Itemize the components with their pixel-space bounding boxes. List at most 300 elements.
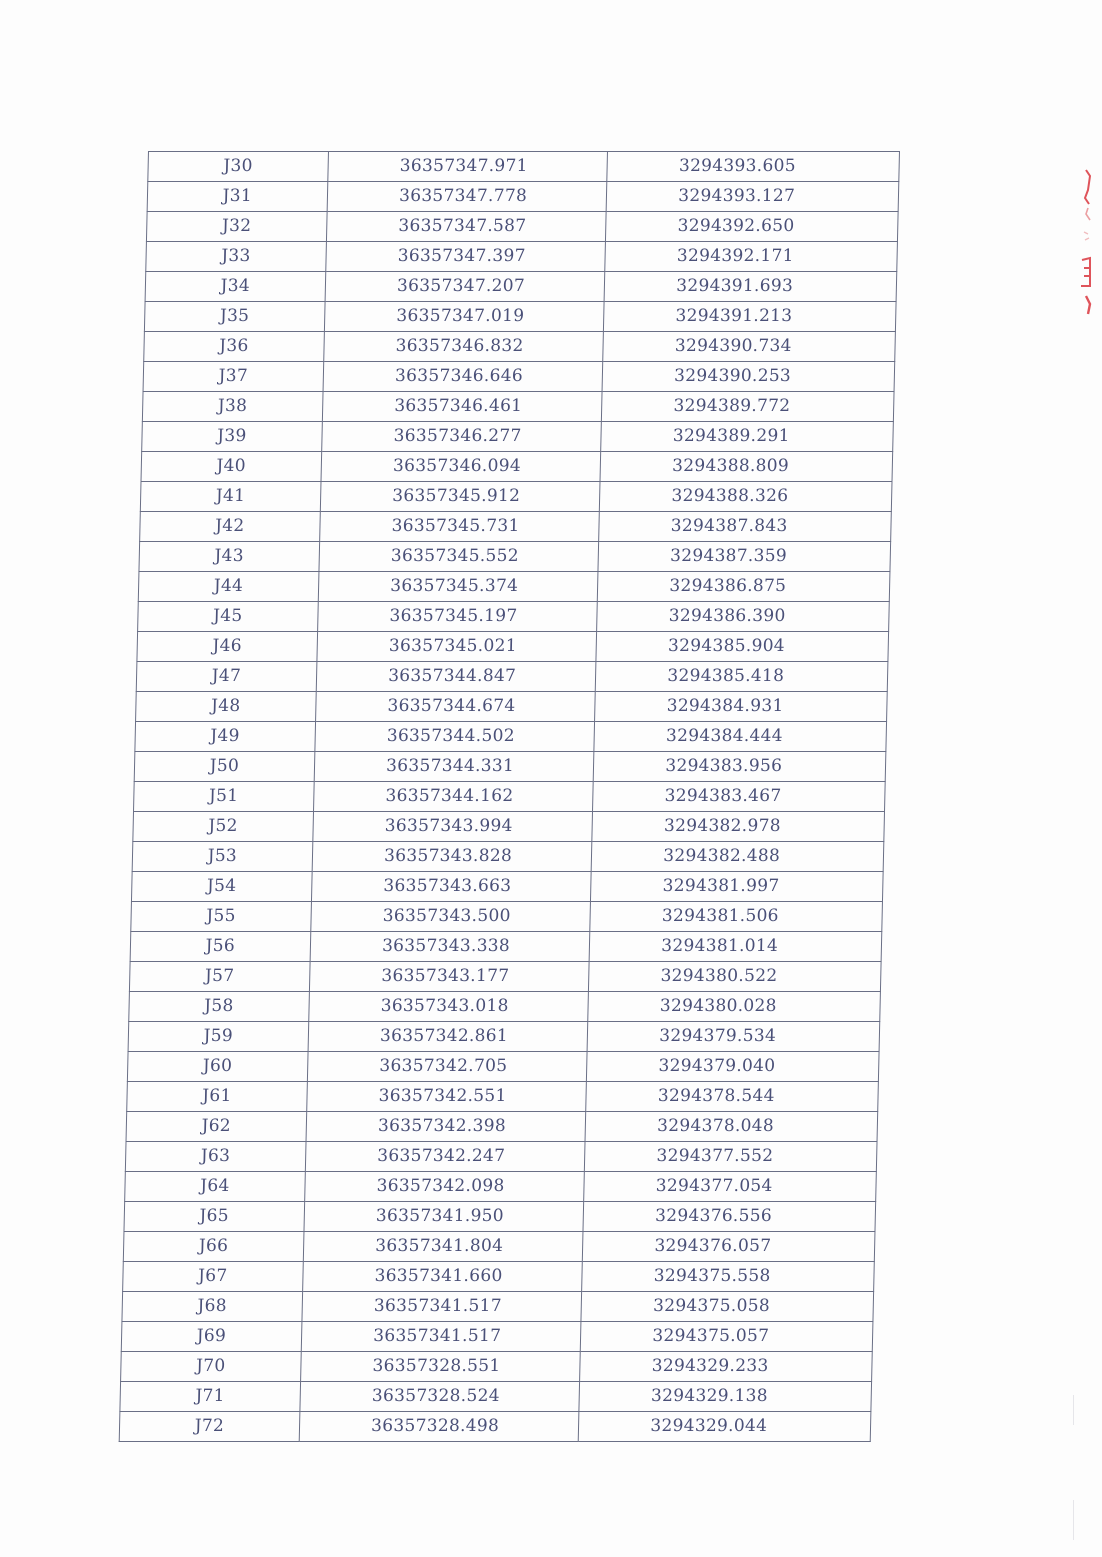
table-row	[140, 512, 892, 542]
x-coordinate-cell	[319, 512, 599, 542]
y-coordinate-cell-text: 3294393.605	[678, 156, 797, 176]
y-coordinate-cell-text: 3294385.418	[667, 666, 785, 686]
point-id-cell	[127, 1052, 307, 1082]
y-coordinate-cell-text: 3294381.014	[661, 936, 779, 956]
point-id-cell-text: J38	[217, 396, 248, 416]
x-coordinate-cell-text: 36357345.912	[392, 486, 521, 506]
point-id-cell-text: J39	[216, 426, 247, 446]
x-coordinate-cell-text: 36357343.177	[381, 966, 510, 986]
y-coordinate-cell-text: 3294391.693	[675, 276, 794, 296]
y-coordinate-cell-text: 3294378.048	[656, 1116, 775, 1136]
y-coordinate-cell-text: 3294377.054	[655, 1176, 773, 1196]
y-coordinate-cell	[596, 662, 888, 692]
y-coordinate-cell	[602, 362, 894, 392]
point-id-cell	[128, 1022, 308, 1052]
table-row	[127, 1052, 879, 1082]
x-coordinate-cell	[300, 1382, 580, 1412]
x-coordinate-cell	[324, 302, 604, 332]
y-coordinate-cell-text: 3294392.171	[676, 246, 795, 266]
x-coordinate-cell	[323, 362, 603, 392]
point-id-cell-text: J72	[194, 1416, 225, 1436]
x-coordinate-cell	[328, 152, 608, 182]
point-id-cell	[120, 1382, 300, 1412]
point-id-cell-text: J41	[215, 486, 246, 506]
x-coordinate-cell	[321, 422, 601, 452]
point-id-cell	[130, 932, 310, 962]
table-row	[134, 782, 886, 812]
point-id-cell	[129, 992, 309, 1022]
y-coordinate-cell	[594, 752, 886, 782]
y-coordinate-cell	[598, 542, 890, 572]
y-coordinate-cell-text: 3294391.213	[675, 306, 793, 326]
x-coordinate-cell-text: 36357343.018	[380, 996, 509, 1016]
point-id-cell	[125, 1172, 305, 1202]
table-row	[124, 1202, 876, 1232]
point-id-cell-text: J53	[207, 846, 238, 866]
x-coordinate-cell	[315, 692, 595, 722]
table-row	[125, 1142, 877, 1172]
y-coordinate-cell	[581, 1292, 873, 1322]
table-row	[121, 1322, 873, 1352]
point-id-cell-text: J59	[203, 1026, 234, 1046]
point-id-cell	[147, 182, 327, 212]
y-coordinate-cell	[602, 392, 894, 422]
x-coordinate-cell	[322, 392, 602, 422]
y-coordinate-cell-text: 3294329.233	[651, 1356, 769, 1376]
x-coordinate-cell-text: 36357328.551	[372, 1356, 501, 1376]
scan-artifact	[1073, 1500, 1080, 1540]
point-id-cell	[146, 242, 326, 272]
y-coordinate-cell	[600, 482, 892, 512]
table-row	[147, 182, 899, 212]
table-row	[138, 572, 890, 602]
table-row	[146, 212, 898, 242]
point-id-cell-text: J56	[205, 936, 236, 956]
y-coordinate-cell-text: 3294384.444	[665, 726, 784, 746]
y-coordinate-cell	[583, 1202, 875, 1232]
x-coordinate-cell-text: 36357345.374	[389, 576, 519, 596]
point-id-cell	[143, 362, 323, 392]
x-coordinate-cell	[304, 1202, 584, 1232]
y-coordinate-cell-text: 3294386.390	[668, 606, 786, 626]
y-coordinate-cell	[580, 1352, 872, 1382]
y-coordinate-cell	[596, 632, 888, 662]
table-row	[144, 302, 896, 332]
y-coordinate-cell	[587, 1052, 879, 1082]
point-id-cell-text: J45	[212, 606, 243, 626]
table-row	[129, 962, 881, 992]
table-row	[148, 152, 900, 182]
point-id-cell	[121, 1352, 301, 1382]
y-coordinate-cell	[585, 1112, 877, 1142]
y-coordinate-cell	[588, 992, 880, 1022]
y-coordinate-cell	[591, 872, 883, 902]
x-coordinate-cell-text: 36357342.705	[379, 1056, 508, 1076]
point-id-cell-text: J44	[213, 576, 244, 596]
x-coordinate-cell-text: 36357344.847	[387, 666, 517, 686]
y-coordinate-cell	[601, 422, 893, 452]
y-coordinate-cell-text: 3294329.044	[650, 1416, 768, 1436]
table-row	[142, 422, 894, 452]
point-id-cell	[131, 872, 311, 902]
y-coordinate-cell	[606, 212, 898, 242]
x-coordinate-cell-text: 36357345.552	[390, 546, 520, 566]
y-coordinate-cell-text: 3294389.772	[673, 396, 791, 416]
y-coordinate-cell	[579, 1412, 871, 1442]
table-row	[120, 1382, 872, 1412]
table-row	[136, 662, 888, 692]
seal-stamp-icon	[1076, 168, 1098, 318]
point-id-cell	[139, 542, 319, 572]
table-row	[131, 902, 883, 932]
point-id-cell-text: J46	[212, 636, 243, 656]
y-coordinate-cell-text: 3294382.488	[663, 846, 781, 866]
y-coordinate-cell	[599, 512, 891, 542]
x-coordinate-cell-text: 36357341.950	[375, 1206, 505, 1226]
y-coordinate-cell	[597, 602, 889, 632]
x-coordinate-cell	[316, 662, 596, 692]
x-coordinate-cell	[318, 572, 598, 602]
point-id-cell-text: J62	[201, 1116, 232, 1136]
x-coordinate-cell-text: 36357343.828	[383, 846, 513, 866]
y-coordinate-cell-text: 3294387.843	[670, 516, 788, 536]
point-id-cell	[134, 782, 314, 812]
y-coordinate-cell	[607, 182, 899, 212]
y-coordinate-cell	[592, 842, 884, 872]
y-coordinate-cell-text: 3294392.650	[677, 216, 795, 236]
x-coordinate-cell	[326, 212, 606, 242]
x-coordinate-cell	[308, 1022, 588, 1052]
x-coordinate-cell	[300, 1352, 580, 1382]
point-id-cell-text: J52	[208, 816, 238, 836]
x-coordinate-cell	[303, 1232, 583, 1262]
y-coordinate-cell	[588, 1022, 880, 1052]
y-coordinate-cell	[593, 782, 885, 812]
y-coordinate-cell-text: 3294375.558	[653, 1266, 771, 1286]
table-row	[134, 752, 886, 782]
y-coordinate-cell-text: 3294379.040	[658, 1056, 776, 1076]
point-id-cell	[138, 572, 318, 602]
y-coordinate-cell-text: 3294380.028	[659, 996, 777, 1016]
x-coordinate-cell-text: 36357346.461	[394, 396, 523, 416]
point-id-cell-text: J57	[204, 966, 235, 986]
x-coordinate-cell	[302, 1292, 582, 1322]
point-id-cell	[123, 1232, 303, 1262]
point-id-cell-text: J68	[197, 1296, 228, 1316]
y-coordinate-cell-text: 3294388.326	[671, 486, 789, 506]
point-id-cell-text: J58	[204, 996, 234, 1016]
x-coordinate-cell	[313, 812, 593, 842]
point-id-cell-text: J47	[211, 666, 242, 686]
y-coordinate-cell-text: 3294382.978	[663, 816, 782, 836]
y-coordinate-cell-text: 3294375.058	[652, 1296, 771, 1316]
point-id-cell	[144, 332, 324, 362]
point-id-cell	[138, 602, 318, 632]
table-row	[146, 242, 898, 272]
table-row	[135, 722, 887, 752]
y-coordinate-cell	[579, 1382, 871, 1412]
x-coordinate-cell	[307, 1052, 587, 1082]
x-coordinate-cell	[311, 902, 591, 932]
y-coordinate-cell	[581, 1322, 873, 1352]
point-id-cell	[126, 1112, 306, 1142]
point-id-cell	[123, 1262, 303, 1292]
point-id-cell	[121, 1322, 301, 1352]
y-coordinate-cell-text: 3294386.875	[669, 576, 787, 596]
point-id-cell-text: J71	[195, 1386, 226, 1406]
point-id-cell	[127, 1082, 307, 1112]
x-coordinate-cell-text: 36357347.778	[398, 186, 528, 206]
x-coordinate-cell-text: 36357341.660	[374, 1266, 503, 1286]
table-row	[123, 1262, 875, 1292]
point-id-cell	[124, 1202, 304, 1232]
table-row	[133, 812, 885, 842]
x-coordinate-cell	[325, 272, 605, 302]
y-coordinate-cell-text: 3294390.253	[673, 366, 792, 386]
point-id-cell	[131, 902, 311, 932]
x-coordinate-cell-text: 36357347.587	[398, 216, 527, 236]
table-row	[142, 392, 894, 422]
table-row	[139, 542, 891, 572]
x-coordinate-cell-text: 36357344.674	[387, 696, 516, 716]
point-id-cell	[136, 662, 316, 692]
table-row	[143, 362, 895, 392]
point-id-cell-text: J69	[196, 1326, 227, 1346]
x-coordinate-cell-text: 36357345.731	[391, 516, 520, 536]
y-coordinate-cell-text: 3294390.734	[674, 336, 792, 356]
table-row	[141, 452, 893, 482]
y-coordinate-cell-text: 3294378.544	[657, 1086, 775, 1106]
point-id-cell-text: J67	[197, 1266, 228, 1286]
point-id-cell-text: J43	[214, 546, 245, 566]
x-coordinate-cell-text: 36357341.517	[372, 1326, 502, 1346]
y-coordinate-cell	[583, 1232, 875, 1262]
x-coordinate-cell-text: 36357328.498	[370, 1416, 500, 1436]
point-id-cell	[148, 152, 328, 182]
x-coordinate-cell	[317, 632, 597, 662]
y-coordinate-cell-text: 3294379.534	[658, 1026, 777, 1046]
y-coordinate-cell	[586, 1082, 878, 1112]
table-row	[144, 332, 896, 362]
x-coordinate-cell	[312, 842, 592, 872]
x-coordinate-cell	[323, 332, 603, 362]
y-coordinate-cell-text: 3294376.556	[654, 1206, 773, 1226]
x-coordinate-cell-text: 36357346.094	[392, 456, 522, 476]
x-coordinate-cell	[325, 242, 605, 272]
x-coordinate-cell	[314, 752, 594, 782]
table-row	[128, 1022, 880, 1052]
x-coordinate-cell	[321, 452, 601, 482]
x-coordinate-cell-text: 36357341.804	[375, 1236, 504, 1256]
x-coordinate-cell-text: 36357347.207	[396, 276, 526, 296]
point-id-cell	[142, 422, 322, 452]
y-coordinate-cell-text: 3294389.291	[672, 426, 790, 446]
y-coordinate-cell-text: 3294383.956	[665, 756, 783, 776]
coordinate-table	[119, 151, 900, 1442]
point-id-cell-text: J70	[195, 1356, 226, 1376]
x-coordinate-cell-text: 36357344.331	[385, 756, 515, 776]
point-id-cell	[136, 692, 316, 722]
y-coordinate-cell	[600, 452, 892, 482]
point-id-cell	[132, 842, 312, 872]
table-row	[121, 1352, 873, 1382]
table-row	[145, 272, 897, 302]
y-coordinate-cell-text: 3294387.359	[669, 546, 788, 566]
x-coordinate-cell	[319, 542, 599, 572]
y-coordinate-cell	[605, 242, 897, 272]
y-coordinate-cell	[584, 1172, 876, 1202]
y-coordinate-cell-text: 3294377.552	[656, 1146, 774, 1166]
y-coordinate-cell	[605, 272, 897, 302]
y-coordinate-cell	[595, 692, 887, 722]
point-id-cell	[119, 1412, 299, 1442]
x-coordinate-cell	[306, 1112, 586, 1142]
x-coordinate-cell-text: 36357342.098	[376, 1176, 505, 1196]
x-coordinate-cell-text: 36357345.021	[388, 636, 518, 656]
x-coordinate-cell	[310, 932, 590, 962]
x-coordinate-cell-text: 36357344.162	[385, 786, 514, 806]
table-row	[122, 1292, 874, 1322]
point-id-cell	[125, 1142, 305, 1172]
x-coordinate-cell	[305, 1142, 585, 1172]
point-id-cell	[122, 1292, 302, 1322]
x-coordinate-cell-text: 36357342.247	[377, 1146, 506, 1166]
x-coordinate-cell-text: 36357343.994	[384, 816, 513, 836]
x-coordinate-cell	[315, 722, 595, 752]
y-coordinate-cell-text: 3294375.057	[652, 1326, 770, 1346]
point-id-cell	[129, 962, 309, 992]
y-coordinate-cell-text: 3294383.467	[664, 786, 782, 806]
point-id-cell	[134, 752, 314, 782]
x-coordinate-cell	[309, 962, 589, 992]
point-id-cell-text: J66	[198, 1236, 229, 1256]
x-coordinate-cell-text: 36357342.398	[377, 1116, 507, 1136]
scan-artifact	[1073, 1395, 1080, 1425]
x-coordinate-cell-text: 36357342.551	[378, 1086, 507, 1106]
point-id-cell	[140, 512, 320, 542]
point-id-cell-text: J42	[214, 516, 245, 536]
point-id-cell	[135, 722, 315, 752]
y-coordinate-cell-text: 3294329.138	[650, 1386, 769, 1406]
x-coordinate-cell	[311, 872, 591, 902]
table-row	[137, 632, 889, 662]
y-coordinate-cell-text: 3294385.904	[667, 636, 786, 656]
point-id-cell	[133, 812, 313, 842]
x-coordinate-cell	[302, 1262, 582, 1292]
table-row	[131, 872, 883, 902]
point-id-cell-text: J64	[199, 1176, 230, 1196]
table-row	[136, 692, 888, 722]
point-id-cell-text: J40	[216, 456, 247, 476]
y-coordinate-cell	[594, 722, 886, 752]
y-coordinate-cell	[607, 152, 899, 182]
y-coordinate-cell	[589, 962, 881, 992]
y-coordinate-cell-text: 3294384.931	[666, 696, 784, 716]
y-coordinate-cell	[604, 302, 896, 332]
y-coordinate-cell-text: 3294393.127	[678, 186, 796, 206]
point-id-cell	[137, 632, 317, 662]
x-coordinate-cell-text: 36357343.663	[383, 876, 512, 896]
point-id-cell	[144, 302, 324, 332]
x-coordinate-cell	[304, 1172, 584, 1202]
point-id-cell-text: J55	[206, 906, 236, 926]
y-coordinate-cell-text: 3294388.809	[671, 456, 790, 476]
x-coordinate-cell-text: 36357346.832	[395, 336, 524, 356]
x-coordinate-cell-text: 36357346.277	[393, 426, 522, 446]
x-coordinate-cell-text: 36357328.524	[371, 1386, 501, 1406]
table-row	[132, 842, 884, 872]
point-id-cell-text: J34	[220, 276, 251, 296]
y-coordinate-cell	[590, 932, 882, 962]
table-row	[138, 602, 890, 632]
x-coordinate-cell-text: 36357347.971	[399, 156, 528, 176]
y-coordinate-cell	[590, 902, 882, 932]
x-coordinate-cell	[299, 1412, 579, 1442]
point-id-cell-text: J37	[218, 366, 249, 386]
x-coordinate-cell	[327, 182, 607, 212]
y-coordinate-cell	[598, 572, 890, 602]
point-id-cell-text: J30	[223, 156, 253, 176]
table-row	[119, 1412, 871, 1442]
y-coordinate-cell-text: 3294376.057	[654, 1236, 772, 1256]
point-id-cell-text: J32	[221, 216, 252, 236]
x-coordinate-cell	[317, 602, 597, 632]
point-id-cell-text: J49	[210, 726, 240, 746]
x-coordinate-cell	[301, 1322, 581, 1352]
x-coordinate-cell-text: 36357343.500	[382, 906, 511, 926]
x-coordinate-cell-text: 36357342.861	[379, 1026, 509, 1046]
point-id-cell	[146, 212, 326, 242]
table-row	[130, 932, 882, 962]
point-id-cell-text: J50	[209, 756, 240, 776]
point-id-cell-text: J31	[222, 186, 253, 206]
y-coordinate-cell-text: 3294381.506	[661, 906, 780, 926]
x-coordinate-cell	[320, 482, 600, 512]
y-coordinate-cell-text: 3294381.997	[662, 876, 780, 896]
table-row	[129, 992, 881, 1022]
x-coordinate-cell-text: 36357341.517	[373, 1296, 503, 1316]
x-coordinate-cell	[308, 992, 588, 1022]
y-coordinate-cell	[603, 332, 895, 362]
point-id-cell	[142, 392, 322, 422]
x-coordinate-cell	[313, 782, 593, 812]
point-id-cell-text: J51	[208, 786, 239, 806]
x-coordinate-cell-text: 36357346.646	[394, 366, 524, 386]
point-id-cell-text: J65	[199, 1206, 230, 1226]
x-coordinate-cell-text: 36357344.502	[386, 726, 516, 746]
y-coordinate-cell	[582, 1262, 874, 1292]
point-id-cell-text: J54	[206, 876, 237, 896]
point-id-cell	[145, 272, 325, 302]
y-coordinate-cell	[592, 812, 884, 842]
coordinate-table-body	[119, 152, 899, 1442]
x-coordinate-cell-text: 36357345.197	[389, 606, 518, 626]
table-row	[125, 1172, 877, 1202]
point-id-cell-text: J63	[200, 1146, 231, 1166]
table-row	[127, 1082, 879, 1112]
point-id-cell-text: J33	[221, 246, 251, 266]
y-coordinate-cell	[585, 1142, 877, 1172]
point-id-cell	[141, 452, 321, 482]
point-id-cell-text: J60	[202, 1056, 233, 1076]
point-id-cell-text: J61	[202, 1086, 232, 1106]
x-coordinate-cell	[306, 1082, 586, 1112]
x-coordinate-cell-text: 36357347.019	[396, 306, 525, 326]
point-id-cell	[140, 482, 320, 512]
point-id-cell-text: J35	[219, 306, 250, 326]
point-id-cell-text: J48	[210, 696, 241, 716]
table-row	[123, 1232, 875, 1262]
